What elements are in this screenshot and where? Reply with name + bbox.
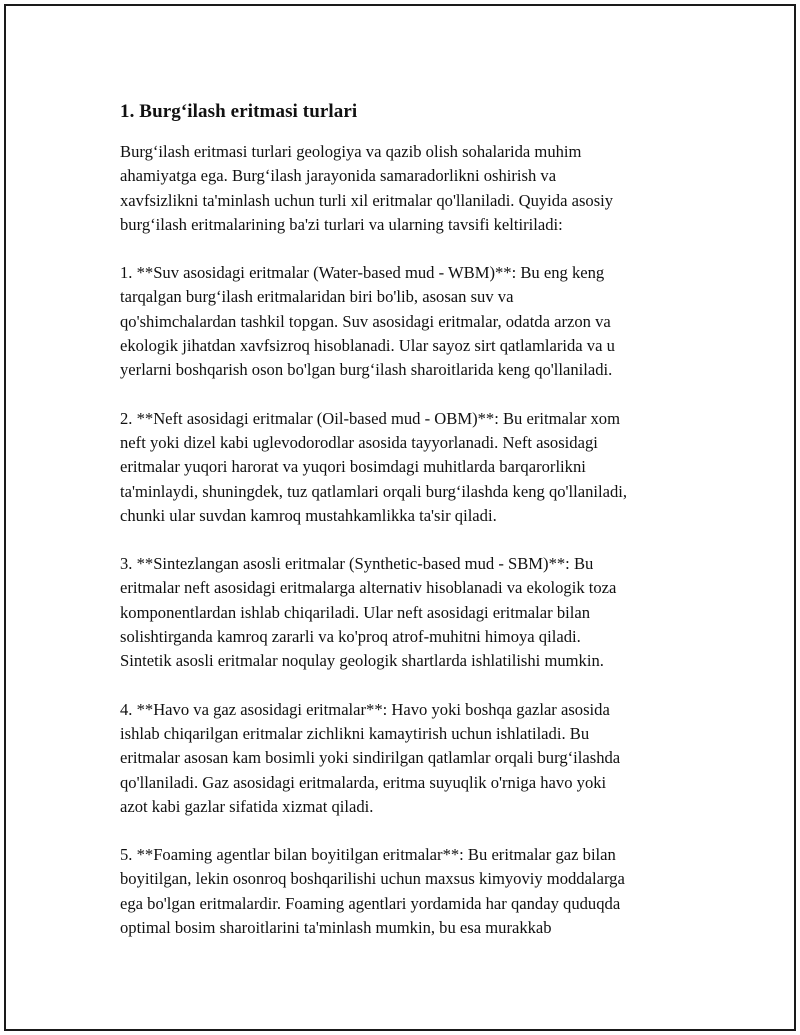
text-line: yerlarni boshqarish oson bo'lgan burg‘ilash sharoitlarida keng qo'llaniladi. bbox=[120, 360, 613, 380]
text-line: eritmalar neft asosidagi eritmalarga alternativ hisoblanadi va ekologik toza bbox=[120, 578, 617, 598]
text-line: eritmalar yuqori harorat va yuqori bosimdagi muhitlarda barqarorlikni bbox=[120, 457, 586, 477]
text-line: azot kabi gazlar sifatida xizmat qiladi. bbox=[120, 796, 374, 816]
document-page bbox=[4, 4, 796, 1031]
text-line: qo'llaniladi. Gaz asosidagi eritmalarda, eritma suyuqlik o'rniga havo yoki bbox=[120, 772, 607, 792]
item-paragraph-air-gas bbox=[120, 698, 700, 819]
section-heading: 1. Burg‘ilash eritmasi turlari bbox=[120, 101, 358, 122]
text-line: 1. **Suv asosidagi eritmalar (Water-based mud - WBM)**: Bu eng keng bbox=[120, 263, 605, 283]
item-paragraph-sbm bbox=[120, 552, 700, 673]
text-line: 5. **Foaming agentlar bilan boyitilgan eritmalar**: Bu eritmalar gaz bilan bbox=[120, 845, 616, 865]
text-line: solishtirganda kamroq zararli va ko'proq atrof-muhitni himoya qiladi. bbox=[120, 627, 581, 647]
text-line: optimal bosim sharoitlarini ta'minlash mumkin, bu esa murakkab bbox=[120, 918, 552, 938]
text-line: neft yoki dizel kabi uglevodorodlar asosida tayyorlanadi. Neft asosidagi bbox=[120, 432, 598, 452]
text-line: 2. **Neft asosidagi eritmalar (Oil-based mud - OBM)**: Bu eritmalar xom bbox=[120, 408, 621, 428]
text-line: ta'minlaydi, shuningdek, tuz qatlamlari orqali burg‘ilashda keng qo'llaniladi, bbox=[120, 481, 628, 501]
text-line: Sintetik asosli eritmalar noqulay geologik shartlarda ishlatilishi mumkin. bbox=[120, 651, 604, 671]
document-body bbox=[120, 98, 700, 964]
text-line: komponentlardan ishlab chiqariladi. Ular neft asosidagi eritmalar bilan bbox=[120, 602, 591, 622]
text-line: 4. **Havo va gaz asosidagi eritmalar**: Havo yoki boshqa gazlar asosida bbox=[120, 699, 610, 719]
item-paragraph-wbm bbox=[120, 261, 700, 382]
text-line: ekologik jihatdan xavfsizroq hisoblanadi. Ular sayoz sirt qatlamlarida va u bbox=[120, 336, 615, 356]
text-line: qo'shimchalardan tashkil topgan. Suv asosidagi eritmalar, odatda arzon va bbox=[120, 311, 611, 331]
item-paragraph-foaming bbox=[120, 843, 700, 940]
text-line: tarqalgan burg‘ilash eritmalaridan biri bo'lib, asosan suv va bbox=[120, 287, 514, 307]
item-paragraph-obm bbox=[120, 407, 700, 528]
text-line: burg‘ilash eritmalarining ba'zi turlari va ularning tavsifi keltiriladi: bbox=[120, 214, 563, 234]
text-line: 3. **Sintezlangan asosli eritmalar (Synthetic-based mud - SBM)**: Bu bbox=[120, 554, 594, 574]
text-line: chunki ular suvdan kamroq mustahkamlikka ta'sir qiladi. bbox=[120, 505, 497, 525]
text-line: eritmalar asosan kam bosimli yoki sindirilgan qatlamlar orqali burg‘ilashda bbox=[120, 748, 621, 768]
text-line: ega bo'lgan eritmalardir. Foaming agentlari yordamida har qanday quduqda bbox=[120, 893, 621, 913]
text-line: Burg‘ilash eritmasi turlari geologiya va qazib olish sohalarida muhim bbox=[120, 142, 582, 161]
text-line: ishlab chiqarilgan eritmalar zichlikni kamaytirish uchun ishlatiladi. Bu bbox=[120, 723, 590, 743]
text-line: xavfsizlikni ta'minlash uchun turli xil eritmalar qo'llaniladi. Quyida asosiy bbox=[120, 190, 614, 210]
text-line: ahamiyatga ega. Burg‘ilash jarayonida samaradorlikni oshirish va bbox=[120, 166, 557, 186]
intro-paragraph bbox=[120, 140, 700, 237]
text-line: boyitilgan, lekin osonroq boshqarilishi uchun maxsus kimyoviy moddalarga bbox=[120, 869, 625, 889]
